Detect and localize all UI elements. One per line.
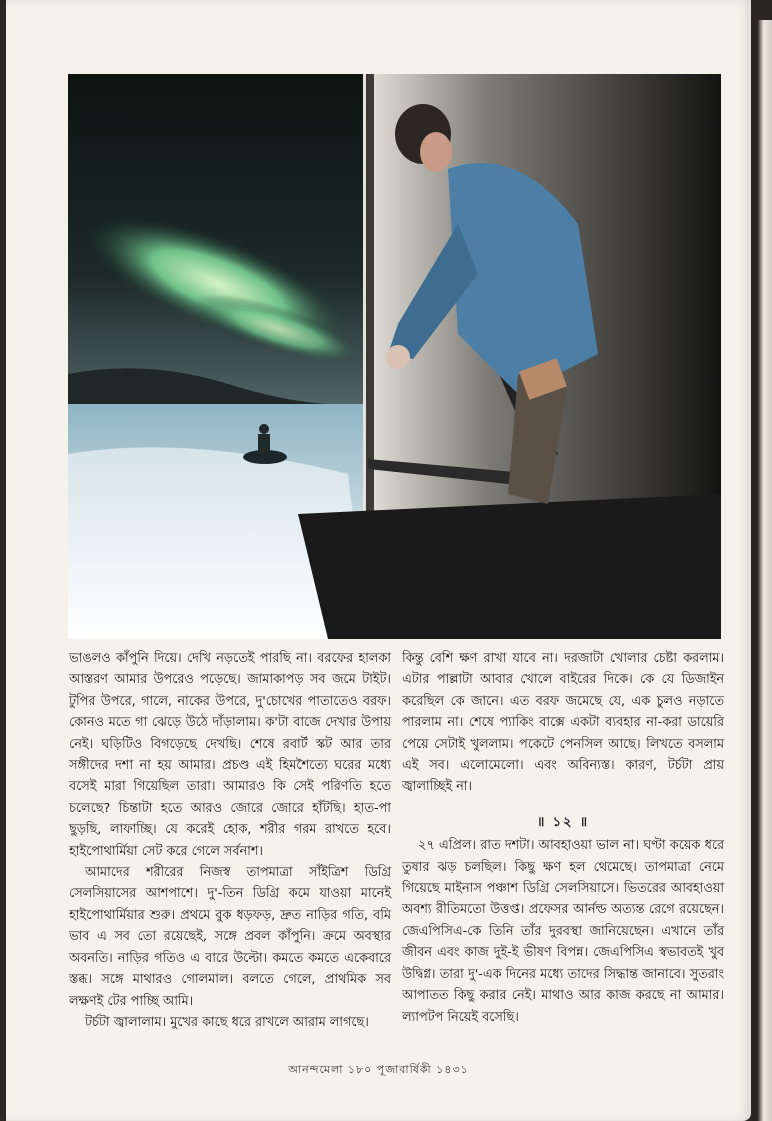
left-paragraph-3: টর্চটা জ্বালালাম। মুখের কাছে ধরে রাখলে আরাম লাগছে। (85, 1014, 369, 1030)
right-paragraph-2: ২৭ এপ্রিল। রাত দশটা। আবহাওয়া ভাল না। ঘণ্টা কয়েক ধরে তুষার ঝড় চলছিল। কিছু ক্ষণ হল থেমেছে। তাপমাত্রা নেমে গিয়েছে মাইনাস পঞ্চাশ ডিগ্রি সেলসিয়াসে। ভিতরের আবহাওয়া অবশ্য রীতিমতো উত্তপ্ত। প্রফেসর আর্নল্ড অত্যন্ত রেগে রয়েছেন। জেএপিসিএ-কে তিনি তাঁর দুরবস্থা জানিয়েছেন। এখানে তাঁর জীবন এবং কাজ দুই-ই ভীষণ বিপন্ন। জেএপিসিএ স্বভাবতই খুব উদ্বিগ্ন। তারা দু'-এক দিনের মধ্যে তাদের সিদ্ধান্ত জানাবে। সুতরাং আপাতত কিছু করার নেই। মাথাও আর কাজ করছে না আমার। ল্যাপটপ নিয়েই বসেছি। (402, 838, 724, 1025)
left-paragraph-2: আমাদের শরীরের নিজস্ব তাপমাত্রা সাঁইত্রিশ ডিগ্রি সেলসিয়াসের আশপাশে। দু'-তিন ডিগ্রি কমে যাওয়া মানেই হাইপোথার্মিয়ার শুরু। প্রথমে বুক ধড়ফড়, দ্রুত নাড়ির গতি, বমি ভাব এ সব তো রয়েছেই, সঙ্গে প্রবল কাঁপুনি। ক্রমে অবস্থার অবনতি। নাড়ির গতিও এ বারে উল্টো। কমতে কমতে একেবারে স্তব্ধ। সঙ্গে মাথারও গোলমাল। বলতে গেলে, প্রাথমিক সব লক্ষণই টের পাচ্ছি আমি। (69, 865, 391, 1009)
right-text-column (402, 648, 724, 1028)
story-illustration (68, 74, 721, 639)
left-paragraph-1: ভাঙলও কাঁপুনি দিয়ে। দেখি নড়তেই পারছি না। বরফের হালকা আস্তরণ আমার উপরেও পড়েছে। জামাকাপড় সব জমে টাইট। টুপির উপরে, গালে, নাকের উপরে, দু'চোখের পাতাতেও বরফ। কোনও মতে গা ঝেড়ে উঠে দাঁড়ালাম। ক'টা বাজে দেখার উপায় নেই। ঘড়িটিও বিগড়েছে দেখছি। শেষে রবার্ট স্কট আর তার সঙ্গীদের দশা না হয় আমার। প্রচণ্ড এই হিমশৈত্যে ঘরের মধ্যে বসেই মারা গিয়েছিল তারা। আমারও কি সেই পরিণতি হতে চলেছে? চিন্তাটা হতে আরও জোরে জোরে হাঁটছি। হাত-পা ছুড়ছি, লাফাচ্ছি। যে করেই হোক, শরীর গরম রাখতে হবে। হাইপোথার্মিয়া সেট করে গেলে সর্বনাশ। (69, 651, 391, 859)
chapter-section-mark: ॥ ১২ ॥ (536, 814, 589, 830)
page-footer: আনন্দমেলা ১৮০ পূজাবার্ষিকী ১৪৩১ (288, 1063, 469, 1076)
illustration-art (68, 74, 721, 639)
left-text-column (69, 648, 391, 1033)
book-page (6, 0, 751, 1121)
right-paragraph-1: কিন্তু বেশি ক্ষণ রাখা যাবে না। দরজাটা খোলার চেষ্টা করলাম। এটার পাল্লাটা আবার খোলে বাইরের দিকে। কে যে ডিজাইন করেছিল কে জানে। এত বরফ জমেছে যে, এক চুলও নড়াতে পারলাম না। শেষে প্যাকিং বাক্সে একটা ব্যবহার না-করা ডায়েরি পেয়ে সেটাই খুললাম। পকেটে পেনসিল আছে। লিখতে বসলাম এই সব। এলোমেলো। এবং অবিন্যস্ত। কারণ, টর্চটা প্রায় জ্বালাচ্ছিই না। (402, 651, 724, 795)
page-edge (758, 20, 772, 1121)
